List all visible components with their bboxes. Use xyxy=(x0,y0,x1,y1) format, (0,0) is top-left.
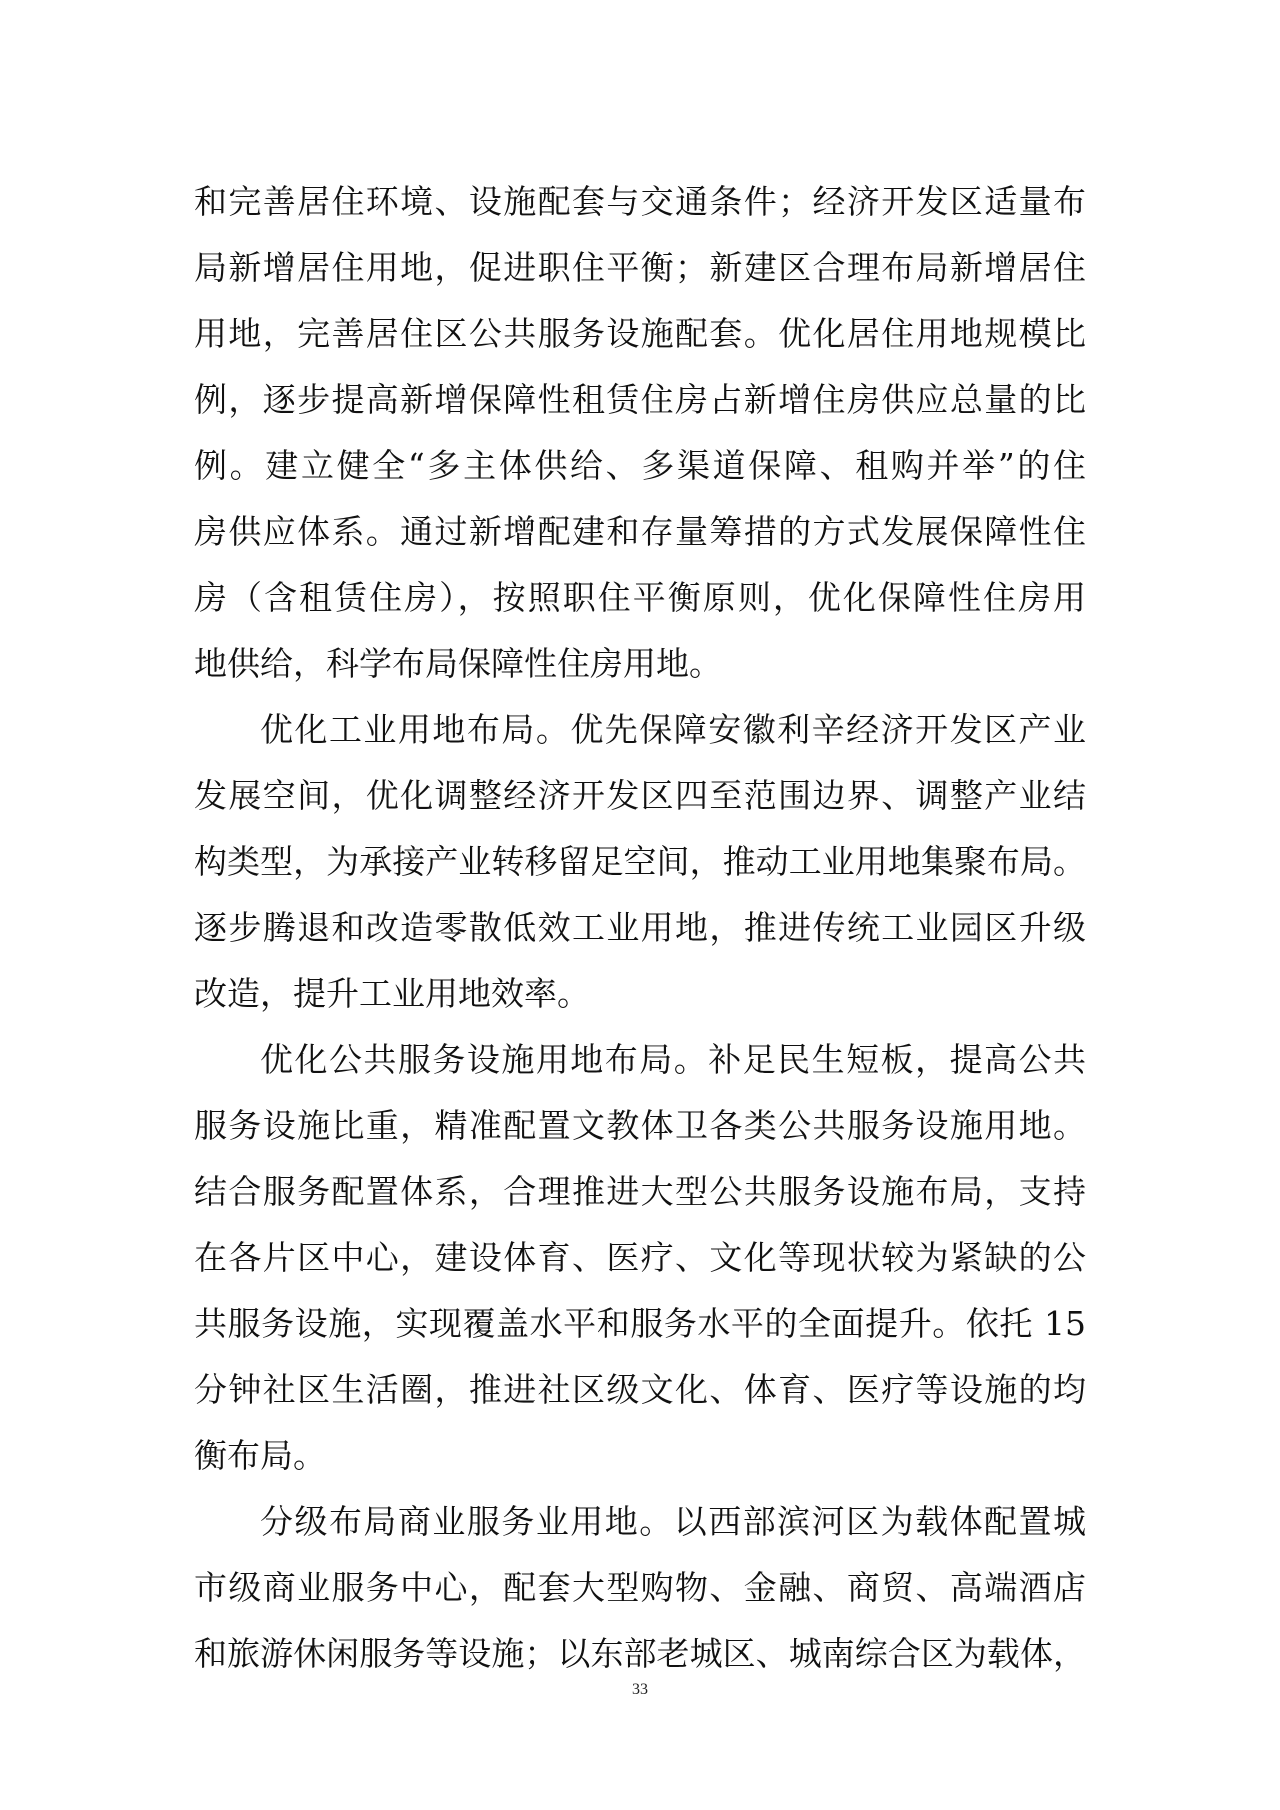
text-line: 衡布局。 xyxy=(194,1436,326,1475)
text-run: 优先保障安徽利辛经济开发区产业 xyxy=(570,710,1087,749)
text-line: 分钟社区生活圈，推进社区级文化、体育、医疗等设施的均 xyxy=(194,1370,1086,1409)
text-line: 市级商业服务中心，配套大型购物、金融、商贸、高端酒店 xyxy=(194,1568,1086,1607)
text-line: 和完善居住环境、设施配套与交通条件；经济开发区适量布 xyxy=(194,182,1086,221)
text-line: 地供给，科学布局保障性住房用地。 xyxy=(194,644,722,683)
text-line: 房（含租赁住房），按照职住平衡原则，优化保障性住房用 xyxy=(194,578,1086,617)
text-line: 发展空间，优化调整经济开发区四至范围边界、调整产业结 xyxy=(194,776,1086,815)
paragraph-heading: 优化工业用地布局。 xyxy=(260,710,571,749)
paragraph-heading: 优化公共服务设施用地布局。 xyxy=(260,1040,709,1079)
text-line: 房供应体系。通过新增配建和存量筹措的方式发展保障性住 xyxy=(194,512,1086,551)
text-line: 局新增居住用地，促进职住平衡；新建区合理布局新增居住 xyxy=(194,248,1086,287)
paragraph-industrial xyxy=(194,697,1086,1027)
text-line: 构类型，为承接产业转移留足空间，推动工业用地集聚布局。 xyxy=(194,842,1086,881)
paragraph-commercial xyxy=(194,1489,1086,1687)
text-line: 共服务设施，实现覆盖水平和服务水平的全面提升。依托 15 xyxy=(194,1304,1086,1343)
text-line: 改造，提升工业用地效率。 xyxy=(194,974,590,1013)
text-run: 补足民生短板，提高公共 xyxy=(708,1040,1087,1079)
paragraph-public-service xyxy=(194,1027,1086,1489)
paragraph-residential xyxy=(194,169,1086,697)
text-line: 和旅游休闲服务等设施；以东部老城区、城南综合区为载体， xyxy=(194,1634,1086,1673)
text-run: 以西部滨河区为载体配置城 xyxy=(673,1502,1087,1541)
paragraph-heading: 分级布局商业服务业用地。 xyxy=(260,1502,674,1541)
text-line: 例。建立健全“多主体供给、多渠道保障、租购并举”的住 xyxy=(194,446,1086,485)
page-number: 33 xyxy=(632,1681,648,1698)
text-line: 例，逐步提高新增保障性租赁住房占新增住房供应总量的比 xyxy=(194,380,1086,419)
text-line: 用地，完善居住区公共服务设施配套。优化居住用地规模比 xyxy=(194,314,1086,353)
text-line: 结合服务配置体系，合理推进大型公共服务设施布局，支持 xyxy=(194,1172,1086,1211)
text-line: 服务设施比重，精准配置文教体卫各类公共服务设施用地。 xyxy=(194,1106,1086,1145)
document-body xyxy=(194,169,1086,1687)
text-line xyxy=(194,1489,1086,1555)
text-line: 逐步腾退和改造零散低效工业用地，推进传统工业园区升级 xyxy=(194,908,1086,947)
text-line: 在各片区中心，建设体育、医疗、文化等现状较为紧缺的公 xyxy=(194,1238,1086,1277)
text-line xyxy=(194,697,1086,763)
text-line xyxy=(194,1027,1086,1093)
